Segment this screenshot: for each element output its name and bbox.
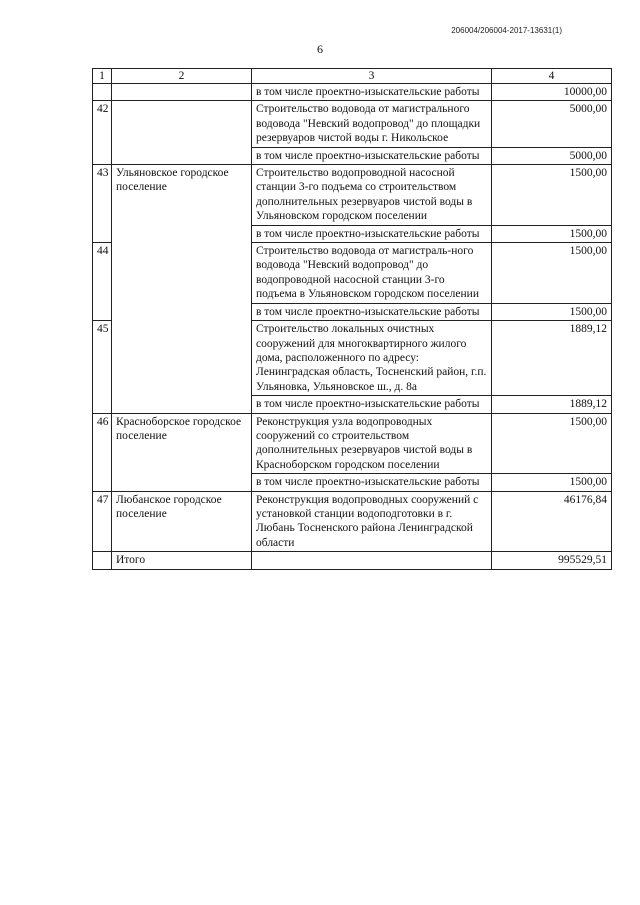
- amount-cell: 1500,00: [492, 243, 612, 304]
- row-number: 46: [93, 413, 112, 491]
- total-number-cell: [93, 552, 112, 569]
- amount-cell: 46176,84: [492, 491, 612, 552]
- settlement-cell: Любанское городское поселение: [112, 491, 252, 552]
- amount-cell: 1889,12: [492, 396, 612, 413]
- amount-cell: 1500,00: [492, 165, 612, 226]
- column-header-2: 2: [112, 69, 252, 84]
- settlement-cell: Красноборское городское поселение: [112, 413, 252, 491]
- table-row: [93, 165, 612, 226]
- settlement-cell: [112, 84, 252, 101]
- description-cell: Строительство водовода от магистраль-ного водовода "Невский водопровод" до водопроводной насосной станции 3-го подъема в Ульяновском городском поселении: [252, 243, 492, 304]
- settlement-cell: [112, 101, 252, 165]
- description-cell: в том числе проектно-изыскательские работы: [252, 84, 492, 101]
- total-description-cell: [252, 552, 492, 569]
- amount-cell: 10000,00: [492, 84, 612, 101]
- table-row: [93, 101, 612, 147]
- data-table: [92, 68, 612, 570]
- amount-cell: 5000,00: [492, 101, 612, 147]
- total-amount: 995529,51: [492, 552, 612, 569]
- amount-cell: 1500,00: [492, 303, 612, 320]
- column-header-3: 3: [252, 69, 492, 84]
- row-number: 45: [93, 321, 112, 413]
- description-cell: Строительство водовода от магистрального водовода "Невский водопровод" до площадки резервуаров чистой воды г. Никольское: [252, 101, 492, 147]
- description-cell: в том числе проектно-изыскательские работы: [252, 396, 492, 413]
- row-number: 43: [93, 165, 112, 243]
- row-number: 42: [93, 101, 112, 165]
- amount-cell: 1500,00: [492, 413, 612, 474]
- description-cell: Реконструкция водопроводных сооружений с установкой станции водоподготовки в г. Любань Тосненского района Ленинградской области: [252, 491, 492, 552]
- description-cell: Строительство водопроводной насосной станции 3-го подъема со строительством дополнительных резервуаров чистой воды в Ульяновском городском поселении: [252, 165, 492, 226]
- description-cell: в том числе проектно-изыскательские работы: [252, 303, 492, 320]
- table-row: [93, 84, 612, 101]
- total-row: [93, 552, 612, 569]
- amount-cell: 5000,00: [492, 147, 612, 164]
- description-cell: в том числе проектно-изыскательские работы: [252, 147, 492, 164]
- page-number: 6: [317, 42, 323, 56]
- amount-cell: 1500,00: [492, 474, 612, 491]
- description-cell: Реконструкция узла водопроводных сооружений со строительством дополнительных резервуаров чистой воды в Красноборском городском поселении: [252, 413, 492, 474]
- total-label: Итого: [112, 552, 252, 569]
- amount-cell: 1500,00: [492, 225, 612, 242]
- row-number: [93, 84, 112, 101]
- table-row: [93, 491, 612, 552]
- amount-cell: 1889,12: [492, 321, 612, 396]
- document-id: 206004/206004-2017-13631(1): [451, 26, 562, 35]
- settlement-cell: Ульяновское городское поселение: [112, 165, 252, 414]
- description-cell: Строительство локальных очистных сооружений для многоквартирного жилого дома, расположенного по адресу: Ленинградская область, Тосненский район, г.п. Ульяновка, Ульяновское ш., д. 8а: [252, 321, 492, 396]
- table-header-row: [93, 69, 612, 84]
- row-number: 44: [93, 243, 112, 321]
- column-header-1: 1: [93, 69, 112, 84]
- description-cell: в том числе проектно-изыскательские работы: [252, 225, 492, 242]
- table-row: [93, 413, 612, 474]
- row-number: 47: [93, 491, 112, 552]
- description-cell: в том числе проектно-изыскательские работы: [252, 474, 492, 491]
- column-header-4: 4: [492, 69, 612, 84]
